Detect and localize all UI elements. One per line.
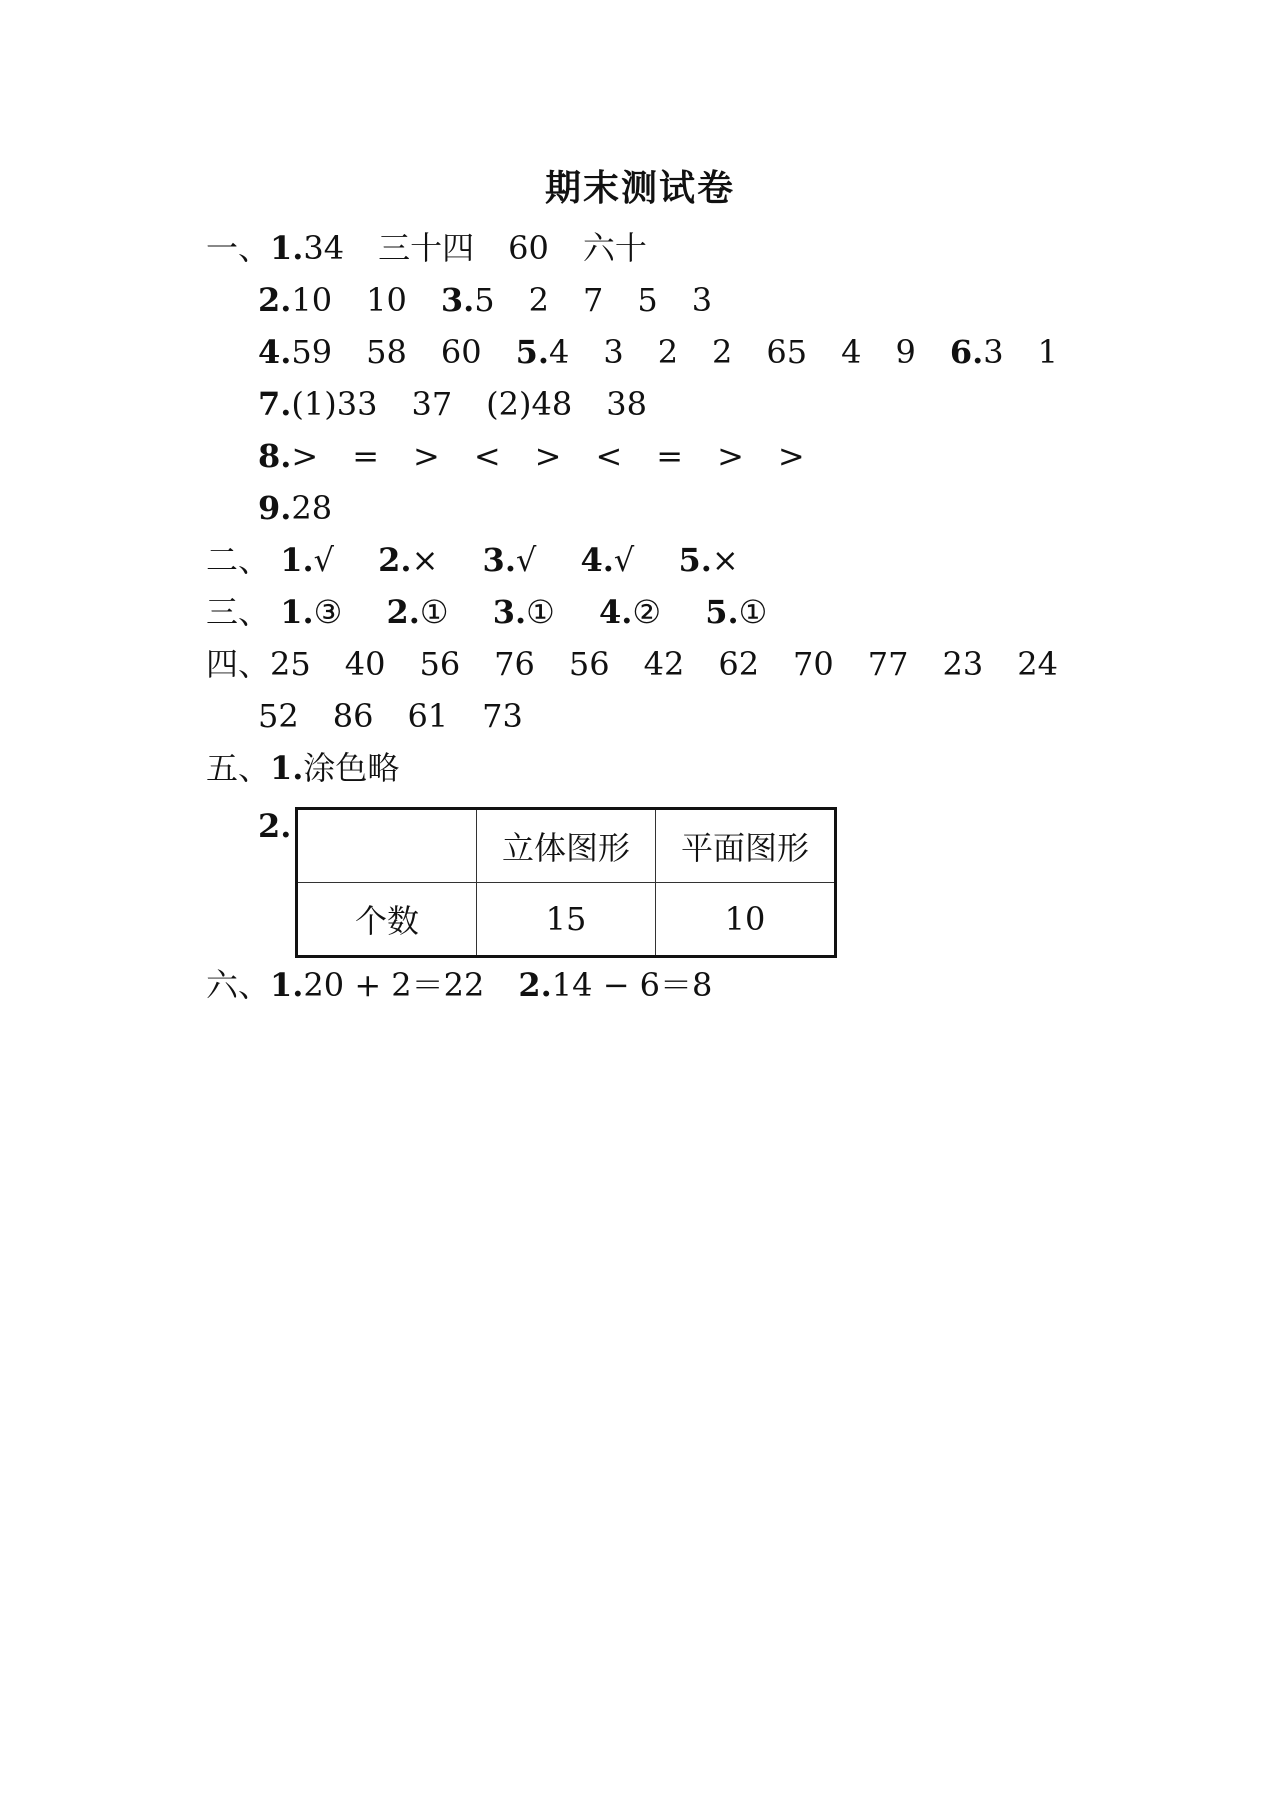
table-header-cell: 平面图形 [656,809,836,883]
cross-mark: × [411,541,439,579]
answer: 9 [895,333,916,371]
question-number: 1. [280,541,314,579]
sub-label: (1) [291,385,337,423]
answer: 77 [867,645,909,683]
s5-q2-number-line [258,806,291,846]
answer: 73 [482,697,523,735]
answer: 40 [344,645,386,683]
question-number: 1. [280,593,314,631]
answer-expression: 20 + 2＝22 [303,966,485,1004]
question-number: 1. [270,749,304,787]
answer: 34 [303,229,345,267]
s3-line [206,592,767,632]
choice-item [599,593,661,631]
answer: > [413,437,440,475]
question-number: 5. [705,593,739,631]
question-number: 4. [258,333,292,371]
choice-answer: ① [526,593,555,631]
answer: 37 [411,385,453,423]
question-number: 4. [598,593,633,631]
answer: 28 [291,489,333,527]
answer-expression: 14 − 6＝8 [551,966,713,1004]
question-number: 1. [270,229,304,267]
judge-item [378,541,438,579]
question-number: 1. [270,966,304,1004]
answer: 60 [508,229,549,267]
choice-answer: ① [419,593,449,631]
question-number: 3. [440,281,475,319]
question-number: 4. [580,541,614,579]
question-number: 3. [492,593,527,631]
question-number: 5. [678,541,712,579]
answer: 58 [366,333,407,371]
question-number: 9. [258,489,292,527]
answer: 23 [942,645,984,683]
choice-answer: ① [738,593,768,631]
s1-q9-line [258,488,332,528]
judge-item [581,541,635,579]
table-cell: 10 [656,883,836,957]
question-number: 2. [258,281,292,319]
s1-q4-q6-line [258,332,1058,372]
cross-mark: × [711,541,739,579]
answer-text: 涂色略 [303,749,400,787]
answer: 4 [841,333,862,371]
s6-line [206,965,712,1005]
answer: 5 [637,281,658,319]
answer: 56 [419,645,461,683]
question-number: 2. [378,541,412,579]
answer: 33 [336,385,378,423]
answer: 六十 [582,229,647,267]
choice-item [386,593,448,631]
answer: 5 [474,281,495,319]
answer: 65 [766,333,808,371]
question-number: 2. [518,966,552,1004]
answer: 2 [657,333,679,371]
check-mark: √ [515,541,537,579]
answer: 76 [494,645,535,683]
answer: = [352,437,380,475]
choice-answer: ③ [313,593,343,631]
answer: 70 [793,645,834,683]
s4-line-2 [258,696,523,736]
section-marker: 四、 [206,645,271,683]
choice-answer: ② [632,593,662,631]
judge-item [483,541,537,579]
answer: 7 [582,281,604,319]
choice-item [280,593,342,631]
choice-item [705,593,767,631]
answer: > [777,437,805,475]
answer: 3 [983,333,1004,371]
answer: 3 [603,333,624,371]
section-marker: 一、 [206,229,271,267]
answer: 56 [568,645,610,683]
judge-item [280,541,334,579]
answer: > [291,437,319,475]
answer: 1 [1037,333,1058,371]
s4-line-1 [206,644,1058,684]
answer: < [595,437,623,475]
question-number: 3. [482,541,516,579]
question-number: 8. [258,437,292,475]
check-mark: √ [613,541,635,579]
answer: > [717,437,744,475]
answer: 59 [291,333,333,371]
answer: 61 [407,697,449,735]
answer: = [656,437,684,475]
answer: > [534,437,562,475]
question-number: 2. [258,807,292,845]
table-row-label: 个数 [297,883,477,957]
page-title: 期末测试卷 [544,168,735,209]
shape-count-table [295,807,837,958]
answer: 三十四 [378,229,475,267]
answer: 2 [528,281,549,319]
answer: 25 [270,645,311,683]
answer: 48 [531,385,573,423]
answer: 60 [440,333,482,371]
answer: 3 [691,281,713,319]
answer: 52 [258,697,299,735]
section-marker: 五、 [206,749,271,787]
table-header-row [297,809,836,883]
answer: 2 [712,333,733,371]
question-number: 6. [949,333,984,371]
check-mark: √ [313,541,334,579]
answer: 42 [643,645,685,683]
answer: < [473,437,501,475]
table-header-cell: 立体图形 [477,809,656,883]
s1-q8-line [258,436,805,476]
answer: 86 [332,697,374,735]
s1-q1-line [206,228,647,268]
table-row [297,883,836,957]
answer: 24 [1017,645,1058,683]
judge-item [678,541,738,579]
answer: 38 [606,385,647,423]
answer: 10 [366,281,407,319]
answer: 4 [548,333,570,371]
section-marker: 六、 [206,966,271,1004]
answer: 62 [718,645,760,683]
choice-item [493,593,555,631]
question-number: 7. [258,385,292,423]
s2-line [206,540,739,580]
section-marker: 三、 [206,593,271,631]
table-header-cell [297,809,477,883]
s5-q1-line [206,748,399,788]
section-marker: 二、 [206,541,271,579]
s1-q7-line [258,384,647,424]
question-number: 5. [515,333,549,371]
question-number: 2. [386,593,420,631]
answer: 10 [291,281,333,319]
table-cell: 15 [477,883,656,957]
sub-label: (2) [486,385,532,423]
s1-q2-q3-line [258,280,712,320]
